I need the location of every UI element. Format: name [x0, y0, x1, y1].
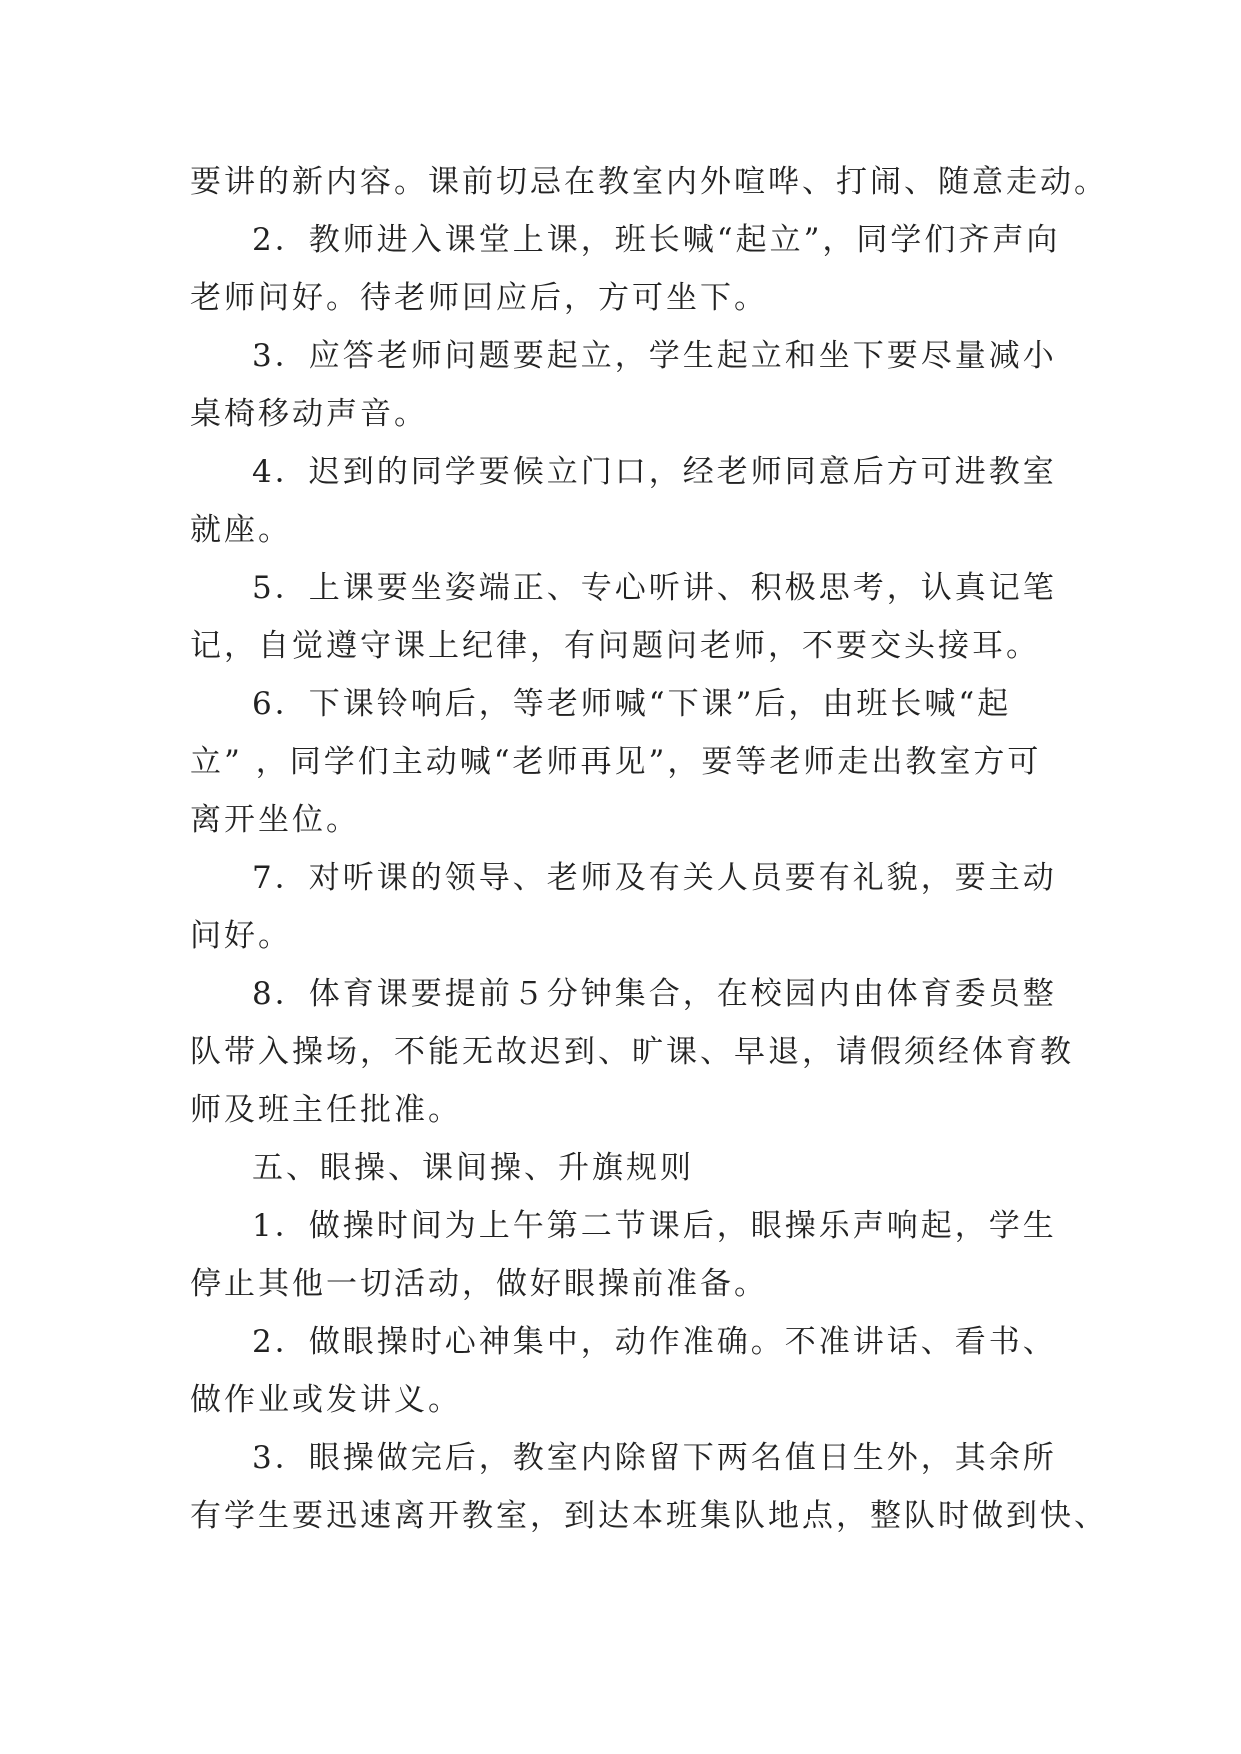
- heading-line: 五、眼操、课间操、升旗规则: [252, 1150, 694, 1186]
- text-line: 7．对听课的领导、老师及有关人员要有礼貌，要主动: [252, 860, 1057, 896]
- text-line: 6．下课铃响后，等老师喊“下课”后，由班长喊“起: [252, 686, 1012, 722]
- paragraph-10: [190, 1197, 1055, 1313]
- text-line: 3．应答老师问题要起立，学生起立和坐下要尽量减小: [252, 338, 1057, 374]
- text-line: 要讲的新内容。课前切忌在教室内外喧哗、打闹、随意走动。: [190, 164, 1108, 200]
- text-line: 有学生要迅速离开教室，到达本班集队地点，整队时做到快、: [190, 1498, 1108, 1534]
- paragraph-3: [190, 327, 1055, 443]
- text-line: 4．迟到的同学要候立门口，经老师同意后方可进教室: [252, 454, 1057, 490]
- section-heading: [190, 1139, 1055, 1197]
- text-line: 停止其他一切活动，做好眼操前准备。: [190, 1266, 768, 1302]
- text-line: 记，自觉遵守课上纪律，有问题问老师，不要交头接耳。: [190, 628, 1040, 664]
- text-line: 师及班主任批准。: [190, 1092, 462, 1128]
- paragraph-8: [190, 965, 1074, 1139]
- paragraph-4: [190, 443, 1055, 559]
- text-line: 8．体育课要提前５分钟集合，在校园内由体育委员整: [252, 976, 1057, 1012]
- text-line: 1．做操时间为上午第二节课后，眼操乐声响起，学生: [252, 1208, 1057, 1244]
- text-line: 老师问好。待老师回应后，方可坐下。: [190, 280, 768, 316]
- text-line: 2．做眼操时心神集中，动作准确。不准讲话、看书、: [252, 1324, 1057, 1360]
- paragraph-7: [190, 849, 1055, 965]
- paragraph-11: [190, 1313, 1055, 1429]
- text-line: 队带入操场，不能无故迟到、旷课、早退，请假须经体育教: [190, 1034, 1074, 1070]
- text-line: 就座。: [190, 512, 292, 548]
- paragraph-5: [190, 559, 1055, 675]
- paragraph-2: [190, 211, 1061, 327]
- paragraph-12: [190, 1429, 1108, 1545]
- text-line: 做作业或发讲义。: [190, 1382, 462, 1418]
- document-body: [190, 153, 1108, 1545]
- paragraph-1: [190, 153, 1108, 211]
- text-line: 桌椅移动声音。: [190, 396, 428, 432]
- text-line: 离开坐位。: [190, 802, 360, 838]
- text-line: 立” ，同学们主动喊“老师再见”，要等老师走出教室方可: [190, 744, 1042, 780]
- text-line: 3．眼操做完后，教室内除留下两名值日生外，其余所: [252, 1440, 1057, 1476]
- paragraph-6: [190, 675, 1055, 849]
- text-line: 问好。: [190, 918, 292, 954]
- text-line: 5．上课要坐姿端正、专心听讲、积极思考，认真记笔: [252, 570, 1057, 606]
- text-line: 2．教师进入课堂上课，班长喊“起立”，同学们齐声向: [252, 222, 1061, 258]
